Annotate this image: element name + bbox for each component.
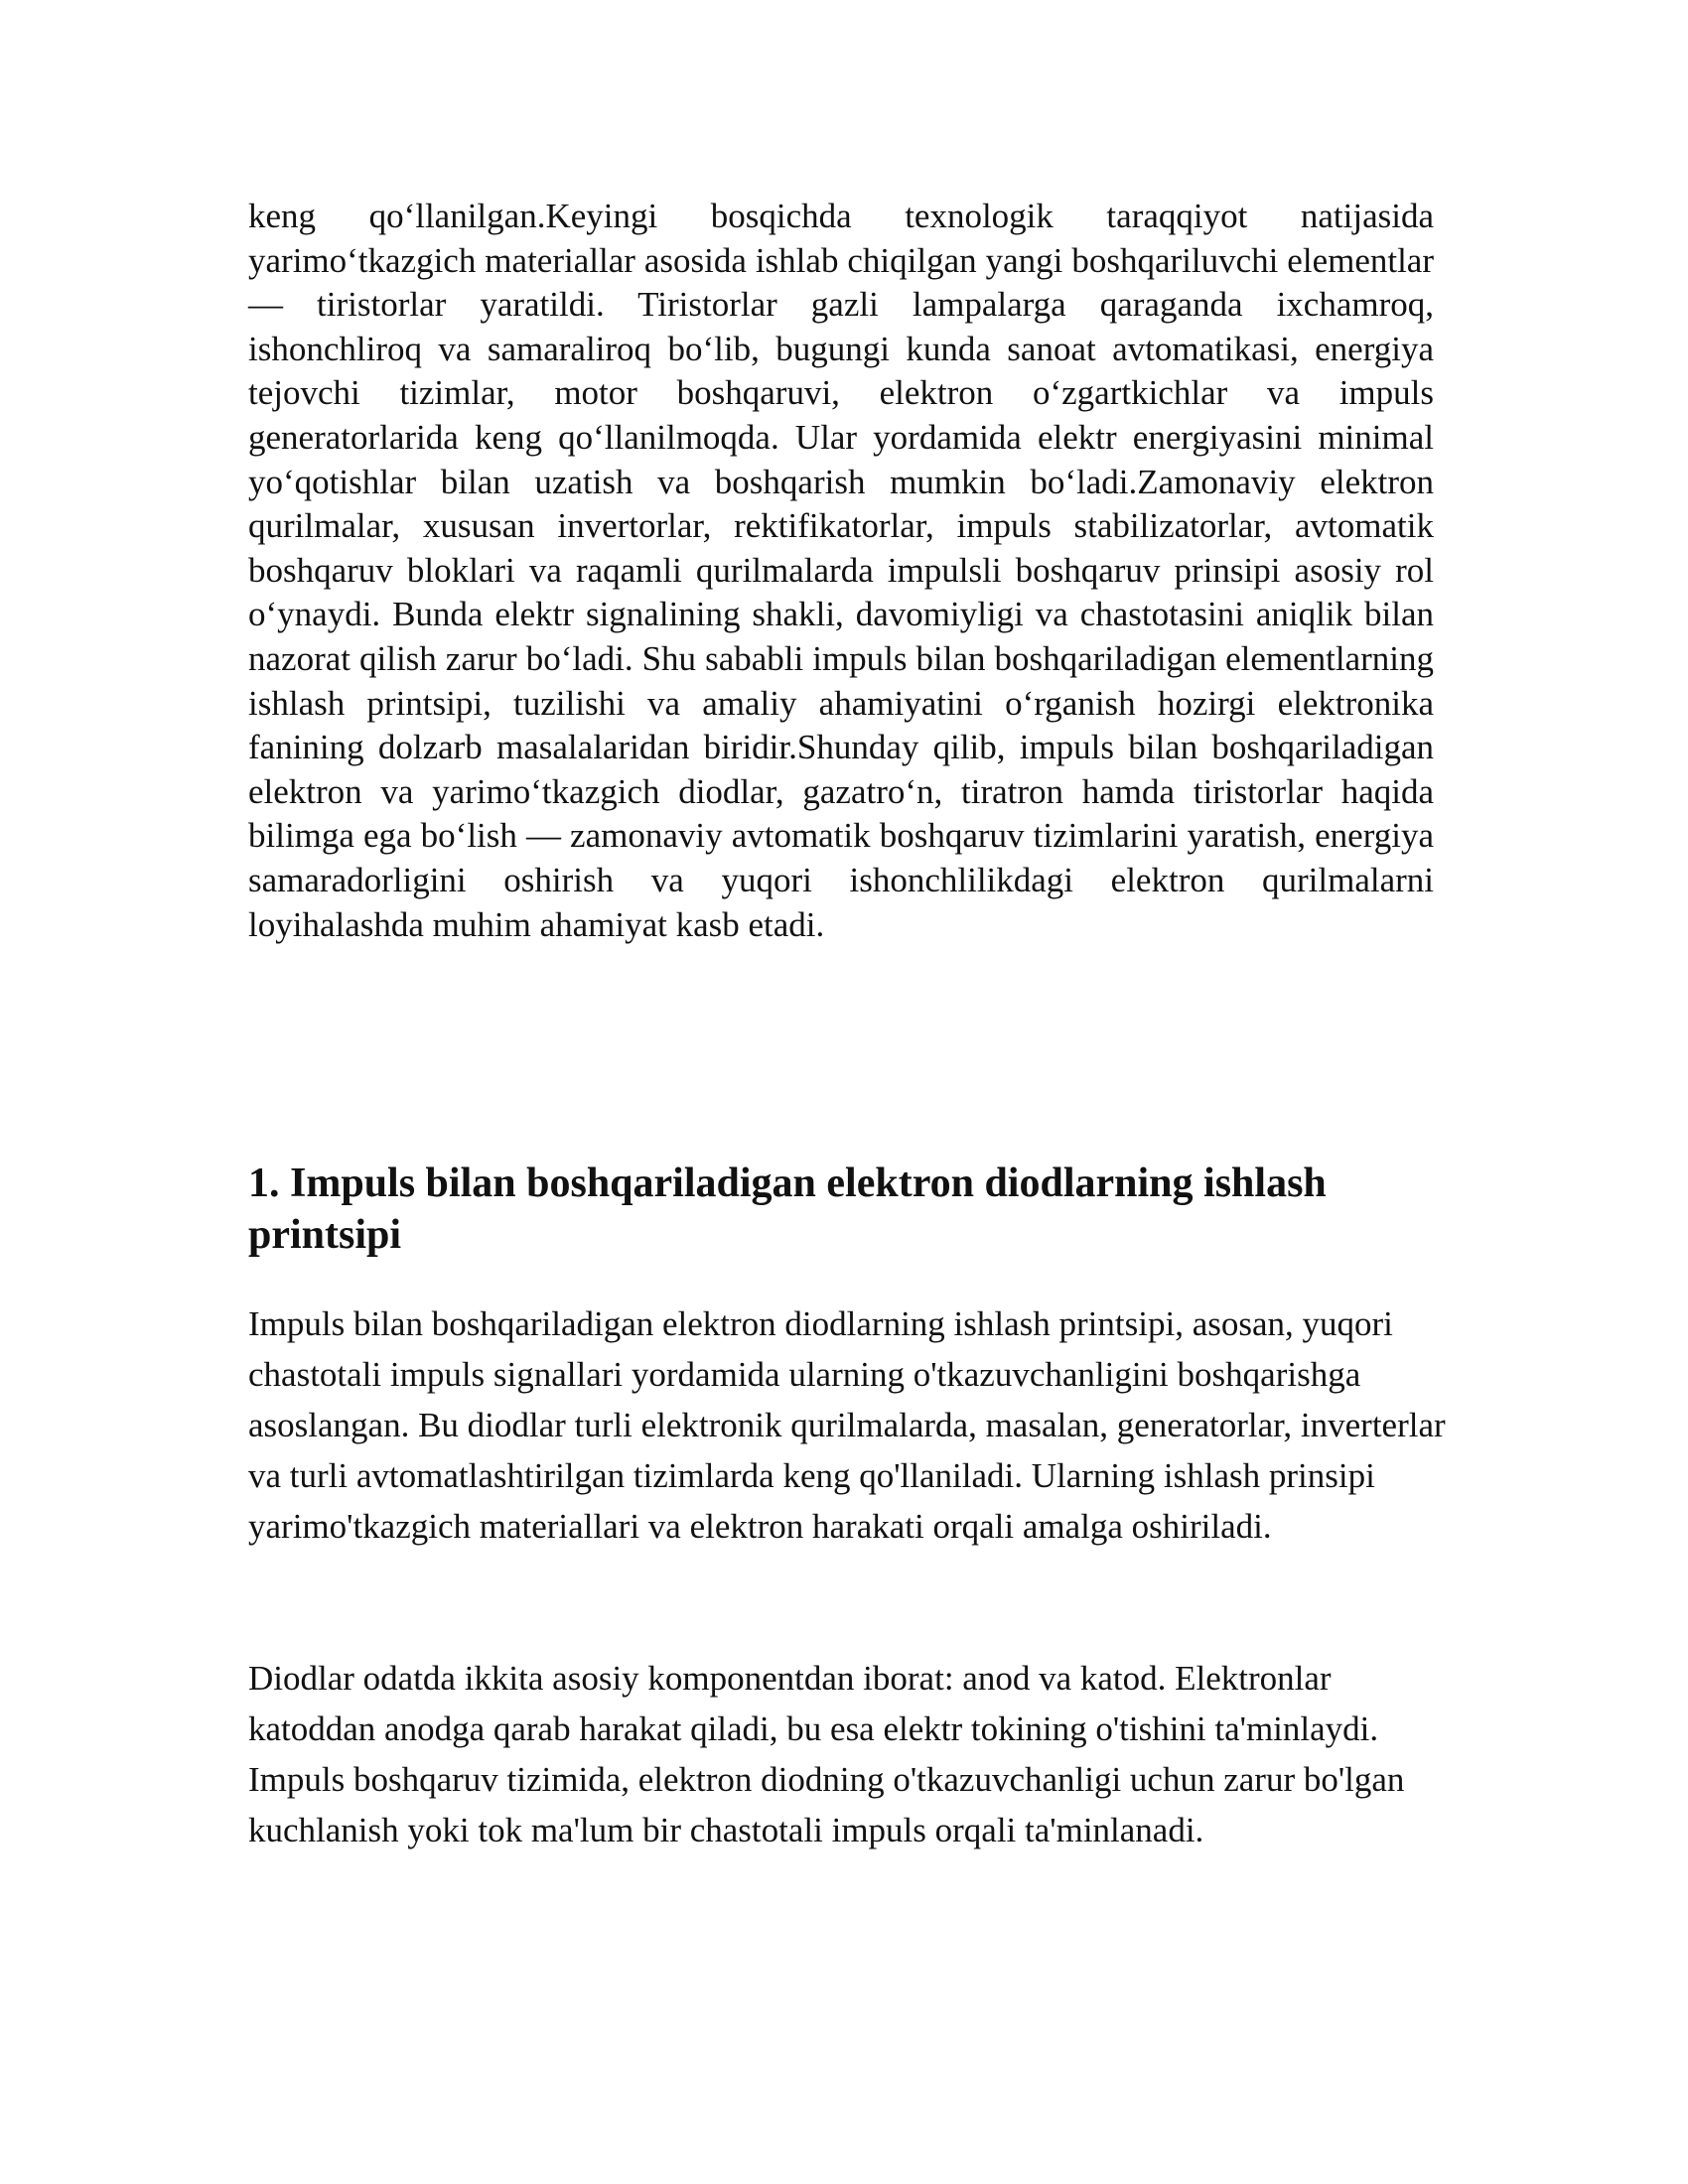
section-heading: 1. Impuls bilan boshqariladigan elektron diodlarning ishlash printsipi <box>248 1160 1327 1258</box>
section-paragraph: Impuls bilan boshqariladigan elektron diodlarning ishlash printsipi, asosan, yuqori chastotali impuls signallari yordamida ularning o'tkazuvchanligini boshqarishga asoslangan. Bu diodlar turli elektronik qurilmalarda, masalan, generatorlar, inverterlar va turli avtomatlashtirilgan tizimlarda keng qo'llaniladi. Ularning ishlash prinsipi yarimo'tkazgich materiallari va elektron harakati orqali amalga oshiriladi. <box>248 1304 1446 1546</box>
section-paragraph: Diodlar odatda ikkita asosiy komponentdan iborat: anod va katod. Elektronlar katoddan anodga qarab harakat qiladi, bu esa elektr tokining o'tishini ta'minlaydi. Impuls boshqaruv tizimida, elektron diodning o'tkazuvchanligi uchun zarur bo'lgan kuchlanish yoki tok ma'lum bir chastotali impuls orqali ta'minlanadi. <box>248 1659 1405 1849</box>
intro-paragraph: keng qo‘llanilgan.Keyingi bosqichda texnologik taraqqiyot natijasida yarimo‘tkazgich materiallar asosida ishlab chiqilgan yangi boshqariluvchi elementlar — tiristorlar yaratildi. Tiristorlar gazli lampalarga qaraganda ixchamroq, ishonchliroq va samaraliroq bo‘lib, bugungi kunda sanoat avtomatikasi, energiya tejovchi tizimlar, motor boshqaruvi, elektron o‘zgartkichlar va impuls generatorlarida keng qo‘llanilmoqda. Ular yordamida elektr energiyasini minimal yo‘qotishlar bilan uzatish va boshqarish mumkin bo‘ladi.Zamonaviy elektron qurilmalar, xususan invertorlar, rektifikatorlar, impuls stabilizatorlar, avtomatik boshqaruv bloklari va raqamli qurilmalarda impulsli boshqaruv prinsipi asosiy rol o‘ynaydi. Bunda elektr signalining shakli, davomiyligi va chastotasini aniqlik bilan nazorat qilish zarur bo‘ladi. Shu sababli impuls bilan boshqariladigan elementlarning ishlash printsipi, tuzilishi va amaliy ahamiyatini o‘rganish hozirgi elektronika fanining dolzarb masalalaridan biridir.Shunday qilib, impuls bilan boshqariladigan elektron va yarimo‘tkazgich diodlar, gazatro‘n, tiratron hamda tiristorlar haqida bilimga ega bo‘lish — zamonaviy avtomatik boshqaruv tizimlarini yaratish, energiya samaradorligini oshirish va yuqori ishonchlilikdagi elektron qurilmalarni loyihalashda muhim ahamiyat kasb etadi. <box>248 197 1434 944</box>
